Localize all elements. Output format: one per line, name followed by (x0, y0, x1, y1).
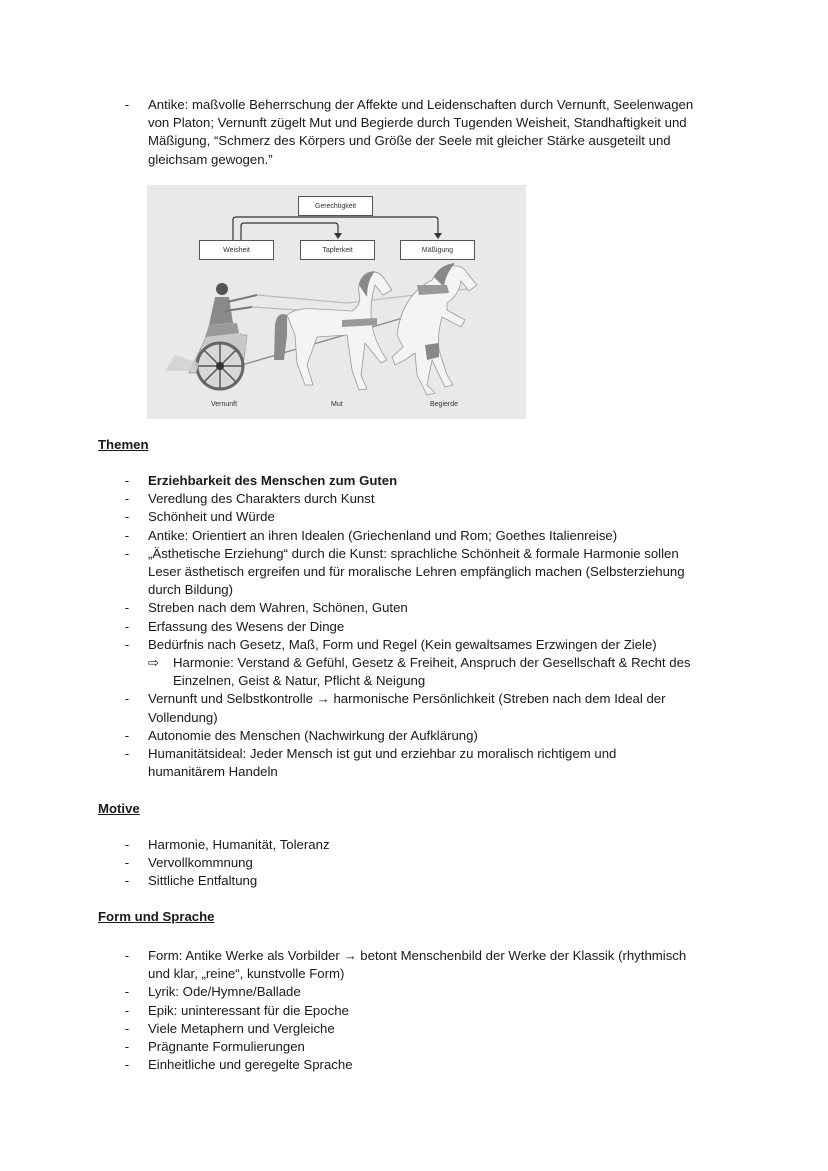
motive-section (0, 836, 728, 891)
dash-bullet: - (124, 873, 130, 889)
form-list (0, 947, 728, 1074)
dash-bullet: - (124, 527, 130, 543)
dash-bullet: - (124, 727, 130, 743)
dash-bullet: - (124, 545, 130, 561)
diagram-arrows-and-illustration (147, 185, 526, 419)
dash-bullet: - (124, 1039, 130, 1055)
dash-bullet: - (124, 746, 130, 762)
dash-bullet: - (124, 1057, 130, 1073)
list-item: - Prägnante Formulierungen (0, 1038, 728, 1056)
motive-list (0, 836, 728, 891)
caption-begierde: Begierde (430, 401, 459, 408)
dash-bullet: - (124, 948, 130, 963)
dash-bullet: - (124, 837, 130, 852)
right-arrow-icon: ⇨ (148, 655, 160, 671)
list-item: - Erfassung des Wesens der Dinge (0, 618, 728, 636)
heading-themen: Themen (98, 437, 149, 452)
dash-bullet: - (124, 691, 130, 707)
list-item: - Viele Metaphern und Vergleiche (0, 1020, 728, 1038)
box-weisheit: Weisheit (199, 240, 274, 260)
themen-section (0, 472, 728, 781)
list-item: - Autonomie des Menschen (Nachwirkung der Aufklärung) (0, 727, 728, 745)
list-item: - Lyrik: Ode/Hymne/Ballade (0, 983, 728, 1001)
list-item: - Form: Antike Werke als Vorbilder → betont Menschenbild der Werke der Klassik (rhythmisch und klar, „reine“, kunstvolle Form) (0, 947, 728, 983)
dash-bullet: - (124, 855, 130, 871)
list-item: - Streben nach dem Wahren, Schönen, Guten (0, 599, 728, 617)
list-item (0, 96, 728, 169)
list-item: - Antike: Orientiert an ihren Idealen (Griechenland und Rom; Goethes Italienreise) (0, 527, 728, 545)
dash-bullet: - (124, 984, 130, 1000)
list-item: - Vernunft und Selbstkontrolle → harmonische Persönlichkeit (Streben nach dem Ideal der Vollendung) (0, 690, 728, 726)
list-item: - Vervollkommnung (0, 854, 728, 872)
dash-bullet: - (124, 491, 130, 507)
rearing-horse-icon (392, 263, 477, 395)
caption-mut: Mut (331, 401, 343, 408)
list-item: - Einheitliche und geregelte Sprache (0, 1056, 728, 1074)
caption-vernunft: Vernunft (211, 401, 238, 408)
dash-bullet: - (124, 473, 130, 488)
list-item: - Epik: uninteressant für die Epoche (0, 1002, 728, 1020)
list-item: - Schönheit und Würde (0, 508, 728, 526)
box-gerechtigkeit: Gerechtigkeit (298, 196, 373, 216)
list-item: - Erziehbarkeit des Menschen zum Guten (0, 472, 728, 490)
dash-bullet: - (124, 618, 130, 634)
box-tapferkeit: Tapferkeit (300, 240, 375, 260)
list-item: - Veredlung des Charakters durch Kunst (0, 490, 728, 508)
themen-list (0, 472, 728, 781)
list-item: - Sittliche Entfaltung (0, 872, 728, 890)
list-item: - Humanitätsideal: Jeder Mensch ist gut und erziehbar zu moralisch richtigem und humanitärem Handeln (0, 745, 728, 781)
box-massigung: Mäßigung (400, 240, 475, 260)
list-item: - Harmonie, Humanität, Toleranz (0, 836, 728, 854)
list-item: - Bedürfnis nach Gesetz, Maß, Form und Regel (Kein gewaltsames Erzwingen der Ziele) ⇨ Harmonie: Verstand & Gefühl, Gesetz & Freiheit, Anspruch der Gesellschaft & Recht des Einzelnen, Geist & Natur, Pflicht & Neigung (0, 636, 728, 691)
seelenwagen-figure (147, 185, 526, 419)
dash-bullet: - (124, 600, 130, 616)
dash-bullet: - (124, 509, 130, 525)
heading-form-und-sprache: Form und Sprache (98, 909, 215, 924)
dash-bullet: - (124, 1020, 130, 1036)
heading-motive: Motive (98, 801, 140, 816)
chariot-driver-icon (165, 283, 257, 389)
white-horse-icon (274, 271, 392, 390)
list-item-text: Antike: maßvolle Beherrschung der Affekte und Leidenschaften durch Vernunft, Seelenwagen von Platon; Vernunft zügelt Mut und Begierde durch Tugenden Weisheit, Standhaftigkeit und Mäßigung, “Schmerz des Körpers und Größe der Seele mit gleicher Stärke ausgeteilt und gleichsam gewogen.” (148, 97, 694, 167)
sub-item-harmonie: ⇨ Harmonie: Verstand & Gefühl, Gesetz & Freiheit, Anspruch der Gesellschaft & Recht des Einzelnen, Geist & Natur, Pflicht & Neigung (148, 655, 691, 689)
intro-section (0, 96, 728, 169)
intro-list (0, 96, 728, 169)
dash-bullet: - (124, 97, 130, 112)
form-section (0, 947, 728, 1074)
dash-bullet: - (124, 636, 130, 652)
list-item: - „Ästhetische Erziehung“ durch die Kunst: sprachliche Schönheit & formale Harmonie sollen Leser ästhetisch ergreifen und für moralische Lehren empfänglich machen (Selbsterziehung durch Bildung) (0, 545, 728, 600)
dash-bullet: - (124, 1002, 130, 1018)
arrow-connectors (233, 217, 438, 240)
